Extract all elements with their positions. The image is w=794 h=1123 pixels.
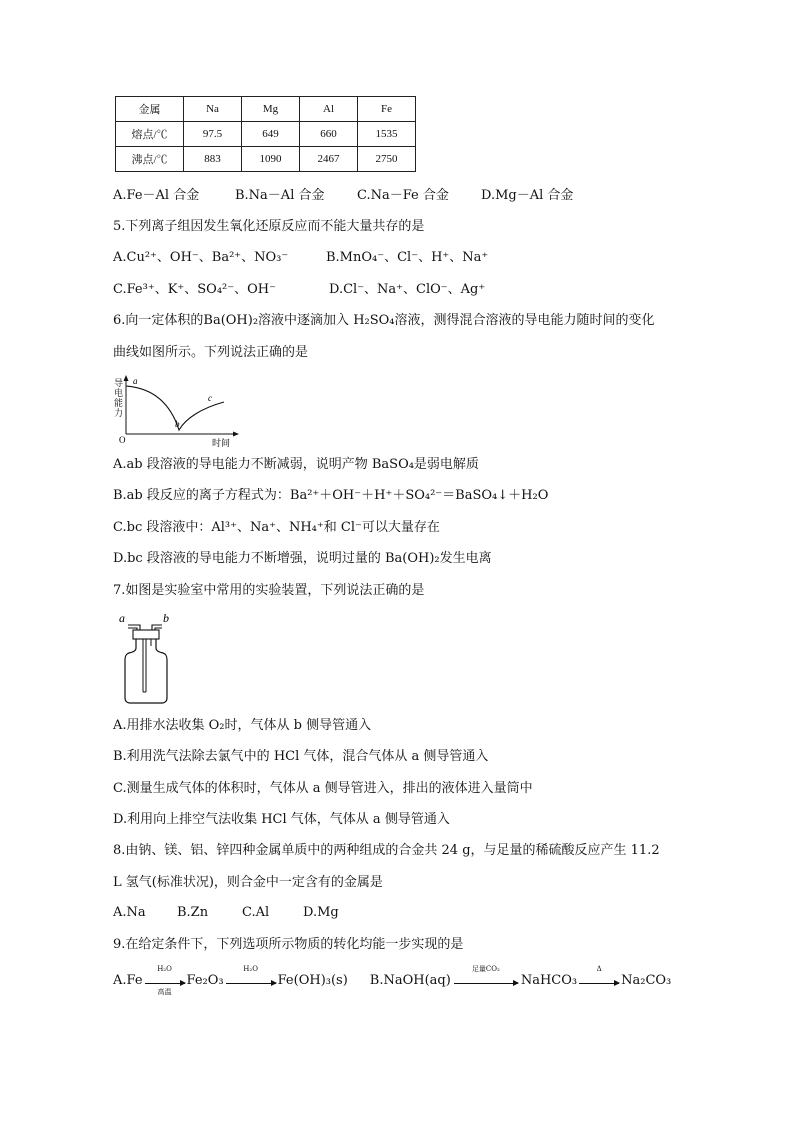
conductivity-graph <box>112 372 242 448</box>
q8-stem-line1: 8.由钠、镁、铝、锌四种金属单质中的两种组成的合金共 24 g，与足量的稀硫酸反应产生 11.2 <box>113 843 660 858</box>
table-cell: 97.5 <box>184 122 242 147</box>
q9-b-prefix: B.NaOH(aq) <box>369 973 451 988</box>
table-cell: Mg <box>242 97 300 122</box>
y-axis-arrow <box>124 375 129 381</box>
table-header-row <box>116 97 416 122</box>
table-cell: 1535 <box>358 122 416 147</box>
point-a-label: a <box>133 376 138 386</box>
q8-option-d: D.Mg <box>303 905 339 920</box>
x-axis-arrow <box>233 432 239 437</box>
table-cell: 金属 <box>116 97 184 122</box>
reaction-arrow-icon <box>145 983 185 984</box>
tube-b-label: b <box>163 611 169 625</box>
q6-option-a: A.ab 段溶液的导电能力不断减弱，说明产物 BaSO₄是弱电解质 <box>113 457 479 472</box>
q5-option-c: C.Fe³⁺、K⁺、SO₄²⁻、OH⁻ <box>113 282 276 297</box>
table-cell: 649 <box>242 122 300 147</box>
q9-b-arrow2 <box>579 965 619 984</box>
q7-stem: 7.如图是实验室中常用的实验装置，下列说法正确的是 <box>113 583 425 598</box>
table-row <box>116 122 416 147</box>
table-cell: 2467 <box>300 147 358 172</box>
q9-a-end: Fe(OH)₃(s) <box>277 973 348 988</box>
q4-option-b: B.Na－Al 合金 <box>235 188 325 203</box>
q8-stem-line2: L 氢气(标准状况)，则合金中一定含有的金属是 <box>113 875 383 890</box>
q9-b-arrow2-top: Δ <box>596 965 602 973</box>
table-cell: 883 <box>184 147 242 172</box>
q5-option-d: D.Cl⁻、Na⁺、ClO⁻、Ag⁺ <box>329 282 486 297</box>
reaction-arrow-icon <box>579 983 619 984</box>
table-cell: Na <box>184 97 242 122</box>
q7-option-a: A.用排水法收集 O₂时，气体从 b 侧导管通入 <box>113 718 372 733</box>
q5-option-a: A.Cu²⁺、OH⁻、Ba²⁺、NO₃⁻ <box>113 250 289 265</box>
q6-stem-line2: 曲线如图所示。下列说法正确的是 <box>113 345 309 360</box>
gas-washing-bottle <box>116 610 196 706</box>
table-cell: 沸点/℃ <box>116 147 184 172</box>
q9-a-arrow1-top: H₂O <box>157 965 172 973</box>
table-cell: 熔点/℃ <box>116 122 184 147</box>
q4-option-d: D.Mg－Al 合金 <box>481 188 574 203</box>
q9-a-arrow2-top: H₂O <box>243 965 258 973</box>
table-cell: Al <box>300 97 358 122</box>
q9-b-arrow1-top: 足量CO₂ <box>471 965 500 973</box>
table-row <box>116 147 416 172</box>
q7-option-b: B.利用洗气法除去氯气中的 HCl 气体，混合气体从 a 侧导管通入 <box>113 749 489 764</box>
q5-options-row1 <box>113 249 488 267</box>
q8-option-a: A.Na <box>113 905 146 920</box>
reaction-arrow-icon <box>226 983 276 984</box>
table-cell: 660 <box>300 122 358 147</box>
q8-options <box>113 904 339 922</box>
y-axis-label: 导电能力 <box>114 379 124 419</box>
q9-a-arrow1-bottom: 高温 <box>157 988 172 996</box>
q6-option-b: B.ab 段反应的离子方程式为：Ba²⁺＋OH⁻＋H⁺＋SO₄²⁻＝BaSO₄↓＋H₂O <box>113 488 549 503</box>
q9-b-end: Na₂CO₃ <box>621 973 672 988</box>
reaction-arrow-icon <box>454 983 518 984</box>
q9-a-prefix: A.Fe <box>113 973 143 988</box>
stopper <box>133 630 159 639</box>
x-axis-label: 时间 <box>212 439 231 448</box>
q9-b-arrow1 <box>454 965 518 984</box>
q9-options <box>113 965 672 996</box>
point-c-label: c <box>208 393 212 403</box>
point-b-label: b <box>175 419 180 429</box>
origin-label: O <box>119 435 126 445</box>
q6-option-c: C.bc 段溶液中：Al³⁺、Na⁺、NH₄⁺和 Cl⁻可以大量存在 <box>113 520 440 535</box>
q6-option-d: D.bc 段溶液的导电能力不断增强，说明过量的 Ba(OH)₂发生电离 <box>113 551 492 566</box>
q8-option-c: C.Al <box>242 905 270 920</box>
q5-options-row2 <box>113 281 485 299</box>
table-cell: 1090 <box>242 147 300 172</box>
q7-option-c: C.测量生成气体的体积时，气体从 a 侧导管进入，排出的液体进入量筒中 <box>113 781 533 796</box>
table-cell: 2750 <box>358 147 416 172</box>
metal-property-table <box>115 96 416 172</box>
q4-options <box>113 187 573 205</box>
q5-option-b: B.MnO₄⁻、Cl⁻、H⁺、Na⁺ <box>326 250 489 265</box>
q4-option-a: A.Fe－Al 合金 <box>113 188 200 203</box>
q6-stem-line1: 6.向一定体积的Ba(OH)₂溶液中逐滴加入 H₂SO₄溶液，测得混合溶液的导电能力随时间的变化 <box>113 313 655 328</box>
q9-a-arrow2 <box>226 965 276 984</box>
q9-a-arrow1 <box>145 965 185 996</box>
q9-b-mid: NaHCO₃ <box>520 973 578 988</box>
q7-option-d: D.利用向上排空气法收集 HCl 气体，气体从 a 侧导管通入 <box>113 812 450 827</box>
q9-stem: 9.在给定条件下，下列选项所示物质的转化均能一步实现的是 <box>113 937 464 952</box>
table-cell: Fe <box>358 97 416 122</box>
q5-stem: 5.下列离子组因发生氧化还原反应而不能大量共存的是 <box>113 219 425 234</box>
q8-option-b: B.Zn <box>177 905 209 920</box>
q9-a-mid: Fe₂O₃ <box>186 973 224 988</box>
q4-option-c: C.Na－Fe 合金 <box>357 188 449 203</box>
tube-a-label: a <box>119 611 125 625</box>
